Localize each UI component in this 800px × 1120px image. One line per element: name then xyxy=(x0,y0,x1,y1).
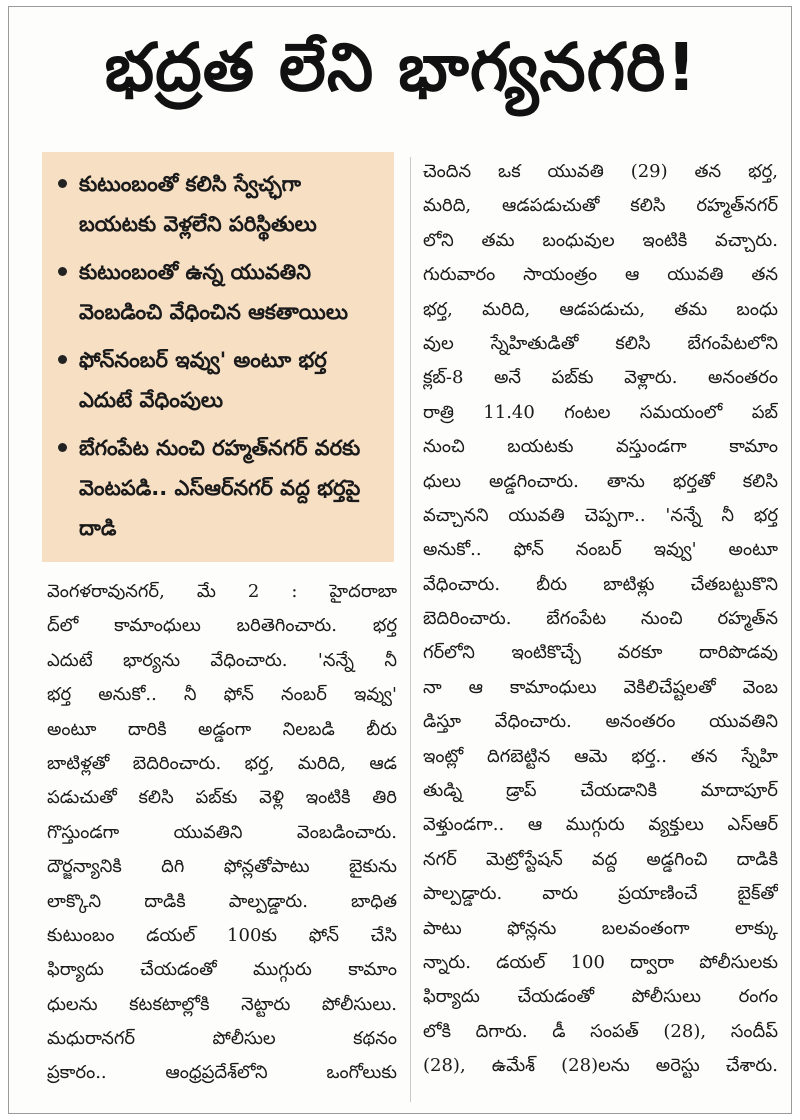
newspaper-clipping xyxy=(8,6,792,1114)
article-line: నుంచి బయటకు వస్తుండగా కామాం xyxy=(423,436,778,458)
article-body-right xyxy=(423,155,778,1084)
article-line: బాటిళ్లతో బెదిరించారు. భర్త, మరిది, ఆడ xyxy=(47,752,397,774)
highlight-item xyxy=(58,340,384,420)
article-line: భర్త అనుకో.. నీ ఫోన్‌ నంబర్‌ ఇవ్వు' xyxy=(47,684,397,706)
highlight-text: ఫోన్‌నంబర్‌ ఇవ్వు' అంటూ భర్త ఎదుటే వేధింపులు xyxy=(79,348,327,412)
article-line: ఎదుటే భార్యను వేధించారు. 'నన్నే నీ xyxy=(47,649,397,671)
article-line: నా ఆ కామాంధులు వెకిలిచేష్టలతో వెంబ xyxy=(423,676,778,698)
article-line: దౌర్జన్యానికి దిగి ఫోన్లతోపాటు బైకును xyxy=(47,856,397,878)
article-line: తుడ్ని డ్రాప్‌ చేయడానికి మాదాపూర్‌ xyxy=(423,780,778,802)
article-line: గురువారం సాయంత్రం ఆ యువతి తన xyxy=(423,264,778,286)
article-line: ద్‌లో కామాంధులు బరితెగించారు. భర్త xyxy=(47,615,397,637)
article-line: పాటు ఫోన్లను బలవంతంగా లాక్కు xyxy=(423,917,778,939)
bullet-icon xyxy=(58,179,67,188)
article-line: క్లబ్‌-8 అనే పబ్‌కు వెళ్లారు. అనంతరం xyxy=(423,367,778,389)
highlight-text: బేగంపేట నుంచి రహ్మత్‌నగర్‌ వరకు వెంటపడి.. ఎస్‌ఆర్‌నగర్‌ వద్ద భర్తపై దాడి xyxy=(79,436,361,540)
highlight-text: కుటుంబంతో ఉన్న యువతిని వెంబడించి వేధించిన ఆకతాయిలు xyxy=(79,260,348,324)
article-line: కుటుంబం డయల్‌ 100కు ఫోన్‌ చేసి xyxy=(47,924,397,946)
article-line: ఫిర్యాదు చేయడంతో ముగ్గురు కామాం xyxy=(47,959,397,981)
article-line: ఫిర్యాదు చేయడంతో పోలీసులు రంగం xyxy=(423,986,778,1008)
article-line: లాక్కొని దాడికి పాల్పడ్డారు. బాధిత xyxy=(47,890,397,912)
article-line: గర్‌లోని ఇంటికొచ్చే వరకూ దారిపొడవు xyxy=(423,642,778,664)
headline: భద్రత లేని భాగ్యనగరి! xyxy=(104,28,698,106)
column-divider xyxy=(410,157,411,1102)
article-line: డిస్తూ వేధించారు. అనంతరం యువతిని xyxy=(423,711,778,733)
article-line: వెంగళరావునగర్‌, మే 2 : హైదరాబా xyxy=(47,581,397,602)
bullet-icon xyxy=(58,267,67,276)
article-line: వేధించారు. బీరు బాటిళ్లు చేతబట్టుకొని xyxy=(423,573,778,595)
highlight-item xyxy=(58,164,384,244)
highlight-item xyxy=(58,252,384,332)
article-line: ధులు అడ్డగించారు. తాను భర్తతో కలిసి xyxy=(423,470,778,492)
article-line: నగర్‌ మెట్రోస్టేషన్‌ వద్ద అడ్డగించి దాడికి xyxy=(423,848,778,870)
highlights-box xyxy=(42,152,394,562)
article-line: అంటూ దారికి అడ్డంగా నిలబడి బీరు xyxy=(47,718,397,740)
article-body-left xyxy=(47,575,397,1091)
highlight-text: కుటుంబంతో కలిసి స్వేచ్ఛగా బయటకు వెళ్లలేని పరిస్థితులు xyxy=(79,172,317,236)
article-line: చెందిన ఒక యువతి (29) తన భర్త, xyxy=(423,161,778,182)
article-line: న్నారు. డయల్‌ 100 ద్వారా పోలీసులకు xyxy=(423,951,778,973)
article-line: వెళ్తుండగా.. ఆ ముగ్గురు వ్యక్తులు ఎస్‌ఆర్‌ xyxy=(423,814,778,836)
article-line: ప్రకారం.. ఆంధ్రప్రదేశ్‌లోని ఒంగోలుకు xyxy=(47,1062,397,1084)
article-line: పడుచుతో కలిసి పబ్‌కు వెళ్లి ఇంటికి తిరి xyxy=(47,787,397,809)
article-line: లోకి దిగారు. డీ సంపత్‌ (28), సందీప్‌ xyxy=(423,1020,778,1042)
article-line: మధురానగర్‌ పోలీసుల కథనం xyxy=(47,1028,397,1050)
article-line: బెదిరించారు. బేగంపేట నుంచి రహ్మత్‌న xyxy=(423,608,778,630)
bullet-icon xyxy=(58,443,67,452)
article-line: లోని తమ బంధువుల ఇంటికి వచ్చారు. xyxy=(423,229,778,251)
article-line: రాత్రి 11.40 గంటల సమయంలో పబ్‌ xyxy=(423,401,778,423)
article-line: గొస్తుండగా యువతిని వెంబడించారు. xyxy=(47,821,397,843)
highlight-item xyxy=(58,428,384,548)
article-line: వుల స్నేహితుడితో కలిసి బేగంపేటలోని xyxy=(423,332,778,354)
article-line: (28), ఉమేశ్‌ (28)లను అరెస్టు చేశారు. xyxy=(423,1055,778,1077)
article-line: వచ్చానని యువతి చెప్పగా.. 'నన్నే నీ భర్త xyxy=(423,504,778,526)
article-line: భర్త, మరిది, ఆడపడుచు, తమ బంధు xyxy=(423,298,778,320)
article-line: ఇంట్లో దిగబెట్టిన ఆమె భర్త.. తన స్నేహి xyxy=(423,745,778,767)
article-line: అనుకో.. ఫోన్‌ నంబర్‌ ఇవ్వు' అంటూ xyxy=(423,539,778,561)
article-line: పాల్పడ్డారు. వారు ప్రయాణించే బైక్‌తో xyxy=(423,883,778,905)
article-line: ధులను కటకటాల్లోకి నెట్టారు పోలీసులు. xyxy=(47,993,397,1015)
article-line: మరిది, ఆడపడుచుతో కలిసి రహ్మత్‌నగర్‌ xyxy=(423,195,778,217)
bullet-icon xyxy=(58,355,67,364)
